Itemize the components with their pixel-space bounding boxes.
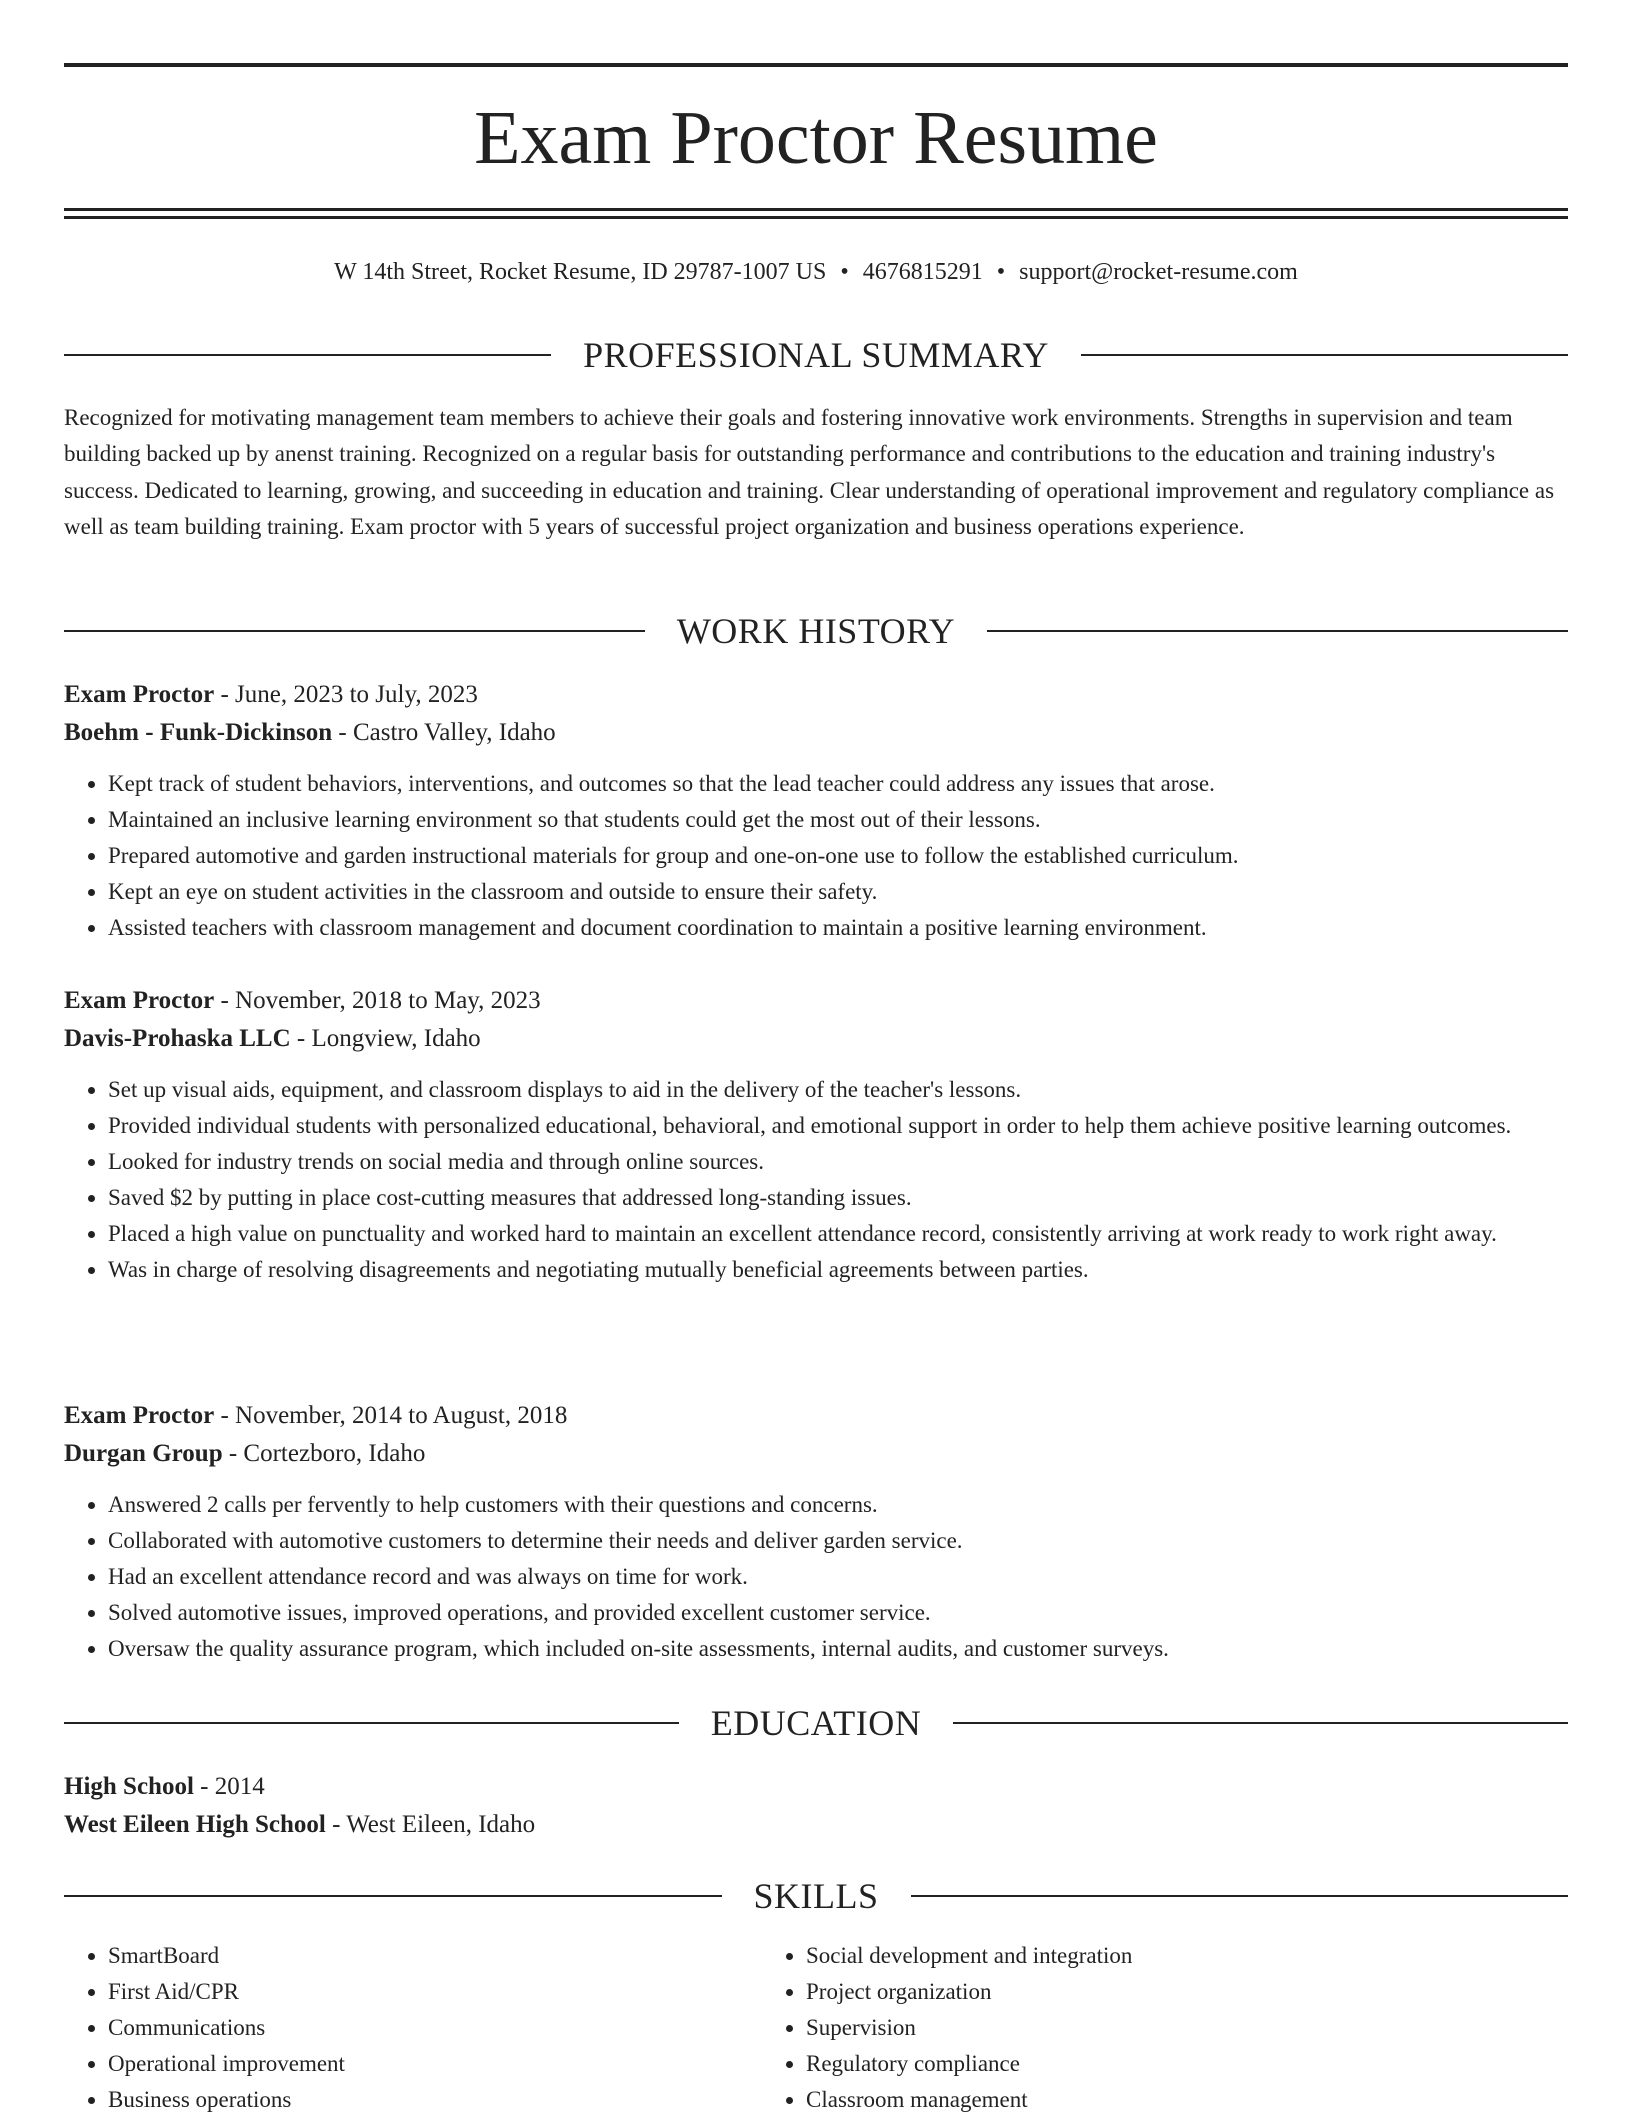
skill-item: • First Aid/CPR: [108, 1974, 762, 2010]
list-item: • Saved $2 by putting in place cost-cutting measures that addressed long-standing issues.: [108, 1180, 1568, 1216]
list-item: • Was in charge of resolving disagreements and negotiating mutually beneficial agreements between parties.: [108, 1252, 1568, 1288]
contact-line: [0, 254, 1632, 290]
page-title: Exam Proctor Resume: [474, 96, 1158, 180]
skill-item: • Operational improvement: [108, 2046, 762, 2082]
skill-item: • Regulatory compliance: [806, 2046, 1460, 2082]
title-double-rule-bottom: [64, 216, 1568, 219]
job-title: Exam Proctor: [64, 681, 215, 708]
education-degree-line: [64, 1768, 1568, 1806]
skills-list-right: [762, 1938, 1460, 2118]
education-degree: High School: [64, 1773, 194, 1800]
section-heading-skills: [64, 1874, 1568, 1918]
job-title: Exam Proctor: [64, 987, 215, 1014]
skill-item: • Supervision: [806, 2010, 1460, 2046]
list-item: • Answered 2 calls per fervently to help customers with their questions and concerns.: [108, 1487, 1568, 1523]
skill-item: • Business operations: [108, 2082, 762, 2118]
section-heading-education: [64, 1701, 1568, 1745]
job-company-line: [64, 714, 1568, 752]
job-bullets: [64, 1072, 1568, 1288]
job-bullets: [64, 766, 1568, 946]
section-heading-summary: [64, 333, 1568, 377]
list-item: • Assisted teachers with classroom management and document coordination to maintain a positive learning environment.: [108, 910, 1568, 946]
skill-item: • Classroom management: [806, 2082, 1460, 2118]
section-rule: [64, 1722, 679, 1724]
education-school: West Eileen High School: [64, 1811, 326, 1838]
title-double-rule-top: [64, 208, 1568, 211]
skill-item: • SmartBoard: [108, 1938, 762, 1974]
list-item: • Provided individual students with personalized educational, behavioral, and emotional support in order to help them achieve positive learning outcomes.: [108, 1108, 1568, 1144]
section-rule: [953, 1722, 1568, 1724]
list-item: • Kept track of student behaviors, interventions, and outcomes so that the lead teacher could address any issues that arose.: [108, 766, 1568, 802]
job-title: Exam Proctor: [64, 1402, 215, 1429]
section-rule: [1081, 354, 1568, 356]
section-rule: [64, 354, 551, 356]
education-entry: [64, 1768, 1568, 1844]
job-dates: - November, 2014 to August, 2018: [214, 1402, 568, 1429]
job-company-line: [64, 1020, 1568, 1058]
job-entry: [64, 1397, 1568, 1667]
contact-address: W 14th Street, Rocket Resume, ID 29787-1007 US: [334, 259, 827, 285]
job-company-line: [64, 1435, 1568, 1473]
education-year: - 2014: [193, 1773, 265, 1800]
list-item: • Collaborated with automotive customers to determine their needs and deliver garden service.: [108, 1523, 1568, 1559]
list-item: • Looked for industry trends on social media and through online sources.: [108, 1144, 1568, 1180]
list-item: • Had an excellent attendance record and was always on time for work.: [108, 1559, 1568, 1595]
list-item: • Prepared automotive and garden instructional materials for group and one-on-one use to follow the established curriculum.: [108, 838, 1568, 874]
job-dates: - June, 2023 to July, 2023: [214, 681, 478, 708]
section-title: SKILLS: [753, 1876, 879, 1916]
job-company: Boehm - Funk-Dickinson: [64, 719, 333, 746]
section-rule: [911, 1895, 1569, 1897]
list-item: • Placed a high value on punctuality and worked hard to maintain an excellent attendance record, consistently arriving at work ready to work right away.: [108, 1216, 1568, 1252]
summary-text: Recognized for motivating management team members to achieve their goals and fostering innovative work environments. Strengths in supervision and team building backed up by anenst training. Recognized on a regular basis for outstanding performance and contributions to the education and training industry's success. Dedicated to learning, growing, and succeeding in education and training. Clear understanding of operational improvement and regulatory compliance as well as team building training. Exam proctor with 5 years of successful project organization and business operations experience.: [64, 405, 1555, 540]
education-location: - West Eileen, Idaho: [325, 1811, 536, 1838]
section-title: WORK HISTORY: [676, 611, 956, 651]
skills-list-left: [64, 1938, 762, 2118]
section-rule: [987, 630, 1568, 632]
education-school-line: [64, 1806, 1568, 1844]
contact-separator: •: [840, 259, 849, 285]
job-title-line: [64, 1397, 1568, 1435]
job-dates: - November, 2018 to May, 2023: [214, 987, 541, 1014]
list-item: • Oversaw the quality assurance program, which included on-site assessments, internal audits, and customer surveys.: [108, 1631, 1568, 1667]
job-entry: [64, 982, 1568, 1288]
list-item: • Kept an eye on student activities in the classroom and outside to ensure their safety.: [108, 874, 1568, 910]
job-title-line: [64, 676, 1568, 714]
section-heading-work-history: [64, 609, 1568, 653]
job-entry: [64, 676, 1568, 946]
job-location: - Castro Valley, Idaho: [332, 719, 556, 746]
job-location: - Cortezboro, Idaho: [222, 1440, 426, 1467]
skill-item: • Social development and integration: [806, 1938, 1460, 1974]
contact-separator: •: [996, 259, 1006, 285]
section-title: PROFESSIONAL SUMMARY: [583, 335, 1049, 375]
list-item: • Maintained an inclusive learning environment so that students could get the most out of their lessons.: [108, 802, 1568, 838]
section-rule: [64, 1895, 722, 1897]
section-rule: [64, 630, 645, 632]
skills-columns: [64, 1938, 1568, 2118]
contact-email: support@rocket-resume.com: [1019, 259, 1298, 285]
list-item: • Solved automotive issues, improved operations, and provided excellent customer service.: [108, 1595, 1568, 1631]
skill-item: • Project organization: [806, 1974, 1460, 2010]
job-company: Durgan Group: [64, 1440, 223, 1467]
job-bullets: [64, 1487, 1568, 1667]
job-company: Davis-Prohaska LLC: [64, 1025, 291, 1052]
contact-phone: 4676815291: [862, 259, 983, 285]
job-title-line: [64, 982, 1568, 1020]
top-rule: [64, 63, 1568, 67]
list-item: • Set up visual aids, equipment, and classroom displays to aid in the delivery of the teacher's lessons.: [108, 1072, 1568, 1108]
section-title: EDUCATION: [710, 1703, 922, 1743]
job-location: - Longview, Idaho: [290, 1025, 481, 1052]
skill-item: • Communications: [108, 2010, 762, 2046]
